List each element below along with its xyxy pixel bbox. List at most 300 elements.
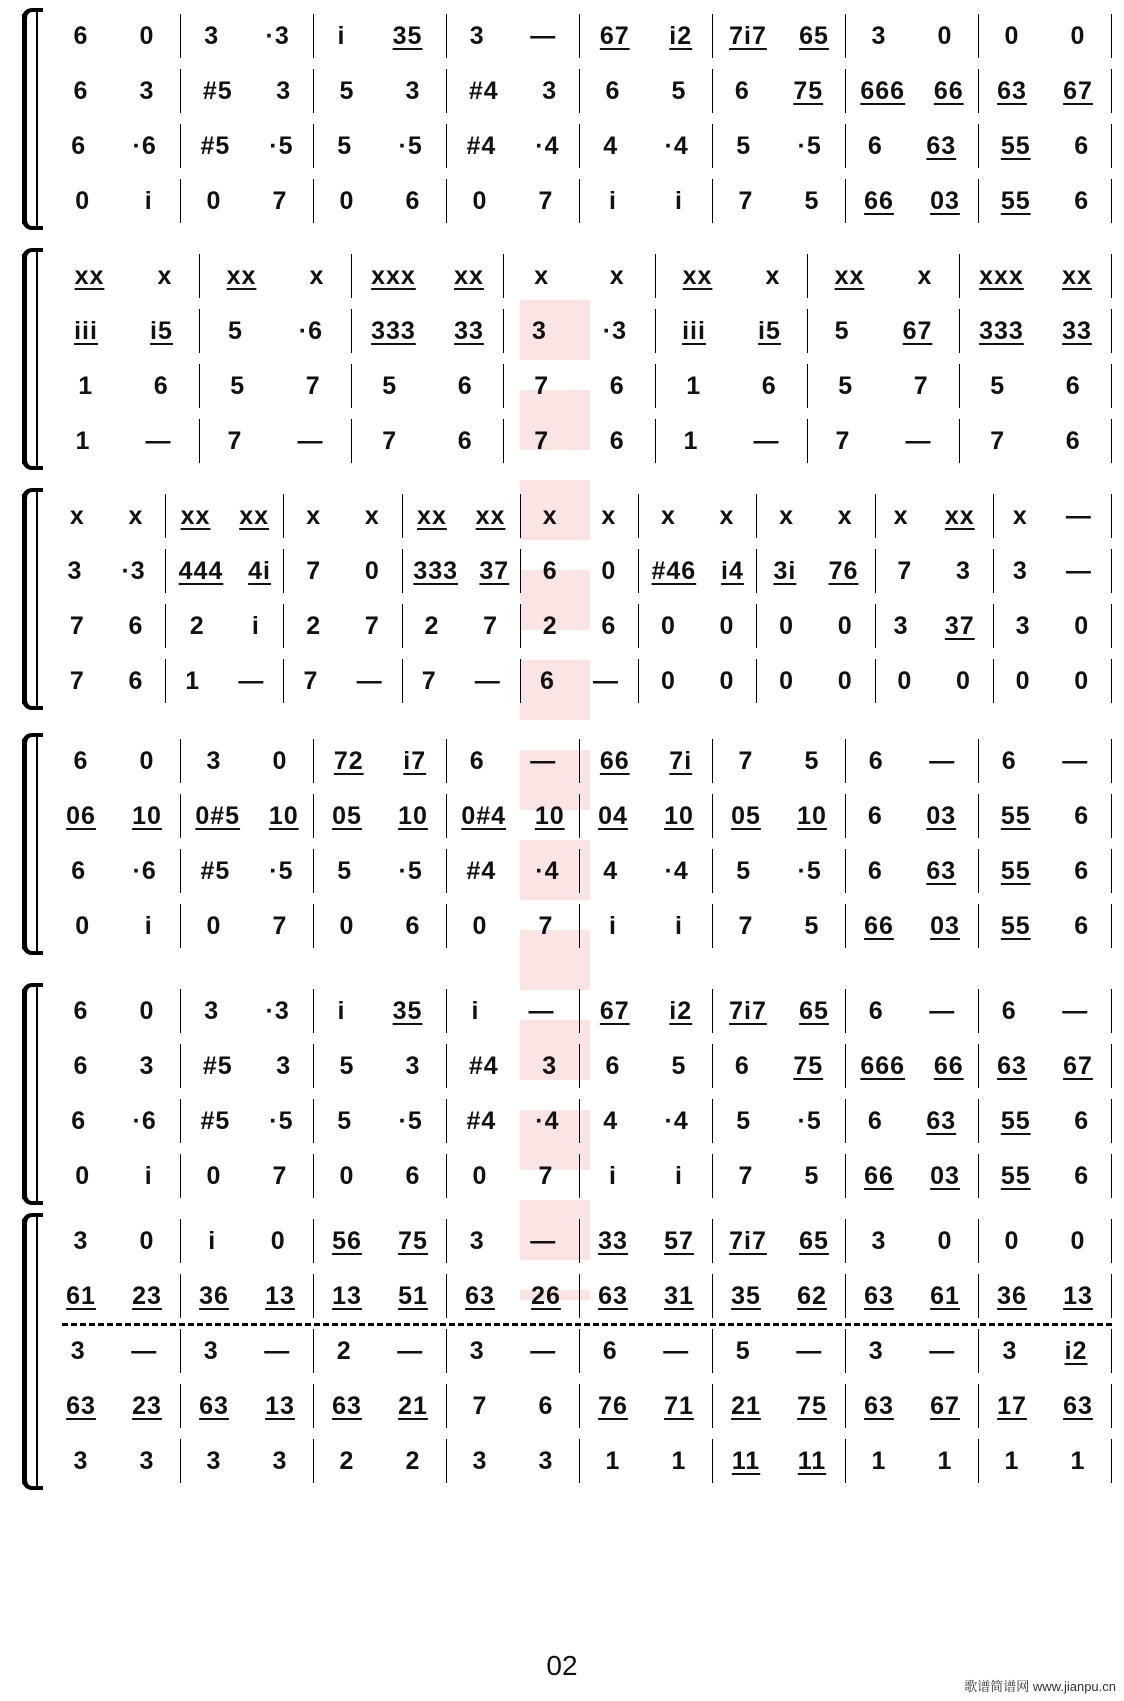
- measure: [876, 494, 994, 538]
- note-group: 7: [534, 371, 550, 400]
- measure: [846, 1274, 979, 1318]
- note-group: 17: [997, 1391, 1027, 1420]
- measure: [504, 419, 656, 463]
- note-group: 65: [799, 1226, 829, 1255]
- note-group: 7: [227, 426, 243, 455]
- note-group: 6: [73, 76, 89, 105]
- measure: [876, 604, 994, 648]
- note-group: 6: [1074, 801, 1090, 830]
- note-group: ·3: [121, 556, 146, 585]
- note-group: xx: [239, 501, 270, 530]
- note-group: 3: [538, 1446, 554, 1475]
- measure: [166, 494, 284, 538]
- measure: [447, 794, 580, 838]
- note-group: i: [675, 1161, 683, 1190]
- staff-row: [48, 1329, 1112, 1373]
- measure: [639, 494, 757, 538]
- note-group: i: [471, 996, 480, 1025]
- measure: [639, 659, 757, 703]
- measure: [181, 124, 314, 168]
- note-group: xx: [475, 501, 506, 530]
- measure: [181, 1329, 314, 1373]
- note-group: 10: [534, 801, 565, 830]
- note-group: 66: [864, 186, 894, 215]
- measure: [521, 604, 639, 648]
- note-group: 57: [664, 1226, 694, 1255]
- note-group: 5: [838, 371, 854, 400]
- note-group: 333: [979, 316, 1024, 345]
- note-group: 7: [483, 611, 499, 640]
- note-group: 666: [860, 1051, 906, 1080]
- note-group: 13: [332, 1281, 362, 1310]
- note-group: 0: [779, 666, 795, 695]
- note-group: 5: [337, 856, 353, 885]
- note-group: 6: [867, 1106, 883, 1135]
- note-group: 67: [599, 21, 630, 50]
- measure: [846, 1044, 979, 1088]
- note-group: 3: [955, 556, 971, 585]
- note-group: 23: [132, 1281, 162, 1310]
- measure: [284, 549, 402, 593]
- note-group: 3: [405, 1051, 421, 1080]
- note-group: 1: [78, 371, 94, 400]
- measure: [403, 659, 521, 703]
- measure: [48, 254, 200, 298]
- measure: [580, 179, 713, 223]
- measure: [166, 659, 284, 703]
- note-group: —: [474, 666, 501, 695]
- note-group: 36: [199, 1281, 229, 1310]
- note-group: 55: [1000, 186, 1031, 215]
- note-group: 65: [799, 996, 829, 1025]
- note-group: #5: [200, 856, 231, 885]
- score-system: [22, 1215, 1112, 1490]
- measure: [979, 739, 1112, 783]
- note-group: ·5: [269, 856, 294, 885]
- note-group: —: [929, 996, 956, 1025]
- note-group: 66: [864, 1161, 894, 1190]
- note-group: 7: [897, 556, 913, 585]
- note-group: 0: [206, 911, 222, 940]
- note-group: 6: [128, 611, 144, 640]
- measure: [48, 1329, 181, 1373]
- measure: [48, 739, 181, 783]
- measure: [181, 739, 314, 783]
- note-group: 67: [1063, 1051, 1093, 1080]
- note-group: 6: [609, 371, 625, 400]
- note-group: i2: [669, 996, 693, 1025]
- note-group: 33: [454, 316, 484, 345]
- note-group: i: [675, 186, 683, 215]
- measure: [846, 794, 979, 838]
- note-group: 6: [153, 371, 169, 400]
- measure: [846, 14, 979, 58]
- note-group: 2: [306, 611, 322, 640]
- note-group: 67: [930, 1391, 960, 1420]
- measure: [181, 1044, 314, 1088]
- measure: [808, 309, 960, 353]
- note-group: x: [601, 501, 617, 530]
- measure: [808, 419, 960, 463]
- staff-row: [48, 549, 1112, 593]
- note-group: 71: [664, 1391, 694, 1420]
- note-group: 6: [71, 131, 87, 160]
- note-group: 7: [421, 666, 437, 695]
- note-group: 35: [392, 21, 423, 50]
- measure: [314, 1439, 447, 1483]
- note-group: —: [530, 21, 557, 50]
- note-group: 5: [339, 76, 355, 105]
- note-group: x: [306, 501, 322, 530]
- note-group: 0: [1015, 666, 1031, 695]
- measure: [314, 124, 447, 168]
- note-group: 33: [1062, 316, 1092, 345]
- note-group: x: [534, 261, 550, 290]
- measure: [713, 1044, 846, 1088]
- measure: [580, 1099, 713, 1143]
- note-group: 1: [1070, 1446, 1086, 1475]
- measure: [48, 1384, 181, 1428]
- measure: [314, 1219, 447, 1263]
- measure: [846, 904, 979, 948]
- note-group: iii: [682, 316, 706, 345]
- note-group: 3: [531, 316, 547, 345]
- measure: [846, 1439, 979, 1483]
- note-group: 1: [683, 426, 699, 455]
- note-group: 6: [1065, 371, 1081, 400]
- note-group: 0: [837, 666, 853, 695]
- note-group: 23: [132, 1391, 162, 1420]
- note-group: 6: [602, 1336, 618, 1365]
- note-group: i: [337, 996, 346, 1025]
- note-group: 7: [538, 911, 554, 940]
- note-group: #4: [468, 1051, 499, 1080]
- note-group: 63: [926, 1106, 957, 1135]
- note-group: 66: [864, 911, 894, 940]
- measure: [979, 794, 1112, 838]
- staff-row: [48, 1099, 1112, 1143]
- note-group: 1: [671, 1446, 687, 1475]
- note-group: 6: [868, 746, 884, 775]
- note-group: 63: [864, 1281, 894, 1310]
- note-group: 7: [990, 426, 1006, 455]
- measure: [713, 124, 846, 168]
- note-group: ·3: [265, 996, 290, 1025]
- measure: [181, 1384, 314, 1428]
- note-group: ·3: [602, 316, 628, 345]
- measure: [713, 739, 846, 783]
- measure: [200, 254, 352, 298]
- measure: [314, 849, 447, 893]
- measure: [846, 1219, 979, 1263]
- measure: [48, 1274, 181, 1318]
- measure: [314, 179, 447, 223]
- dashed-divider: [62, 1323, 1112, 1326]
- note-group: 62: [797, 1281, 827, 1310]
- note-group: 3: [871, 1226, 887, 1255]
- measure: [181, 1099, 314, 1143]
- note-group: 3: [542, 76, 558, 105]
- measure: [580, 794, 713, 838]
- note-group: 03: [930, 1161, 960, 1190]
- note-group: #5: [200, 1106, 231, 1135]
- measure: [656, 364, 808, 408]
- note-group: 0: [206, 186, 222, 215]
- note-group: 5: [382, 371, 398, 400]
- measure: [979, 1154, 1112, 1198]
- note-group: 3: [203, 1336, 219, 1365]
- note-group: 0: [779, 611, 795, 640]
- measure: [48, 1219, 181, 1263]
- note-group: 63: [332, 1391, 362, 1420]
- note-group: 7: [303, 666, 319, 695]
- measure: [846, 1099, 979, 1143]
- note-group: 6: [457, 426, 473, 455]
- measure: [48, 904, 181, 948]
- note-group: 0: [472, 911, 488, 940]
- note-group: 75: [797, 1391, 827, 1420]
- note-group: i7: [403, 746, 427, 775]
- measure: [979, 14, 1112, 58]
- note-group: 7: [538, 186, 554, 215]
- note-group: 4: [603, 131, 619, 160]
- note-group: 65: [799, 21, 829, 50]
- note-group: 2: [542, 611, 558, 640]
- measure: [200, 364, 352, 408]
- note-group: 6: [609, 426, 625, 455]
- measure: [48, 179, 181, 223]
- measure: [846, 179, 979, 223]
- measure: [447, 1099, 580, 1143]
- note-group: 55: [1000, 131, 1031, 160]
- note-group: x: [309, 261, 325, 290]
- note-group: 03: [926, 801, 957, 830]
- note-group: —: [929, 1336, 956, 1365]
- note-group: x: [157, 261, 173, 290]
- measure: [846, 1384, 979, 1428]
- note-group: 0: [719, 666, 735, 695]
- measure: [713, 794, 846, 838]
- measure: [352, 254, 504, 298]
- note-group: —: [905, 426, 932, 455]
- note-group: 5: [671, 76, 687, 105]
- note-group: xx: [944, 501, 975, 530]
- measure: [994, 494, 1112, 538]
- note-group: 444: [178, 556, 224, 585]
- note-group: —: [131, 1336, 158, 1365]
- note-group: 6: [867, 856, 883, 885]
- measure: [48, 124, 181, 168]
- note-group: 55: [1000, 911, 1031, 940]
- note-group: —: [530, 746, 557, 775]
- note-group: 0: [601, 556, 617, 585]
- note-group: 6: [405, 186, 421, 215]
- measure: [352, 419, 504, 463]
- measure: [979, 1044, 1112, 1088]
- staff-row: [48, 989, 1112, 1033]
- note-group: 7: [272, 1161, 288, 1190]
- measure: [713, 1099, 846, 1143]
- system-barline: [36, 250, 38, 470]
- note-group: 6: [1074, 186, 1090, 215]
- measure: [447, 989, 580, 1033]
- staff-row: [48, 849, 1112, 893]
- measure: [580, 849, 713, 893]
- staff-row: [48, 309, 1112, 353]
- measure: [757, 659, 875, 703]
- note-group: 3: [206, 1446, 222, 1475]
- measure: [48, 849, 181, 893]
- note-group: xx: [180, 501, 211, 530]
- note-group: —: [238, 666, 265, 695]
- note-group: 3: [405, 76, 421, 105]
- measure: [713, 849, 846, 893]
- note-group: 7: [69, 666, 85, 695]
- note-group: xx: [682, 261, 713, 290]
- note-group: i: [609, 1161, 617, 1190]
- measure: [181, 794, 314, 838]
- note-group: 5: [339, 1051, 355, 1080]
- measure: [979, 904, 1112, 948]
- note-group: 6: [1001, 746, 1017, 775]
- note-group: 4: [603, 856, 619, 885]
- note-group: 66: [933, 1051, 964, 1080]
- note-group: 3: [139, 1446, 155, 1475]
- note-group: 36: [997, 1281, 1027, 1310]
- measure: [580, 739, 713, 783]
- measure: [580, 1274, 713, 1318]
- note-group: 21: [398, 1391, 428, 1420]
- note-group: —: [145, 426, 172, 455]
- note-group: 67: [1063, 76, 1093, 105]
- note-group: 63: [598, 1281, 628, 1310]
- measure: [808, 364, 960, 408]
- note-group: #4: [466, 856, 497, 885]
- measure: [48, 364, 200, 408]
- measure: [960, 254, 1112, 298]
- measure: [447, 69, 580, 113]
- note-group: —: [397, 1336, 424, 1365]
- note-group: 0: [270, 1226, 286, 1255]
- note-group: 7: [472, 1391, 488, 1420]
- measure: [181, 1219, 314, 1263]
- staff-row: [48, 1274, 1112, 1318]
- note-group: 7: [738, 746, 754, 775]
- system-bracket: [22, 494, 37, 704]
- note-group: 5: [804, 746, 820, 775]
- note-group: 0: [75, 186, 91, 215]
- note-group: —: [1065, 556, 1092, 585]
- measure: [48, 309, 200, 353]
- note-group: i: [208, 1226, 217, 1255]
- note-group: xx: [454, 261, 484, 290]
- note-group: 3: [893, 611, 909, 640]
- note-group: 13: [265, 1281, 295, 1310]
- measure: [979, 1329, 1112, 1373]
- note-group: 5: [736, 1106, 752, 1135]
- note-group: 3: [276, 1051, 292, 1080]
- measure: [994, 604, 1112, 648]
- note-group: 7: [305, 371, 321, 400]
- note-group: 7: [364, 611, 380, 640]
- note-group: 6: [868, 996, 884, 1025]
- measure: [181, 849, 314, 893]
- note-group: 0: [206, 1161, 222, 1190]
- note-group: —: [796, 1336, 823, 1365]
- note-group: 76: [598, 1391, 628, 1420]
- measure: [713, 14, 846, 58]
- measure: [403, 494, 521, 538]
- note-group: 6: [469, 746, 485, 775]
- note-group: ·6: [132, 856, 157, 885]
- note-group: ·6: [298, 316, 324, 345]
- note-group: 6: [73, 21, 89, 50]
- measure: [447, 1439, 580, 1483]
- note-group: 1: [1004, 1446, 1020, 1475]
- note-group: xx: [226, 261, 257, 290]
- note-group: 3i: [773, 556, 797, 585]
- measure: [979, 989, 1112, 1033]
- note-group: 666: [860, 76, 906, 105]
- measure: [314, 1044, 447, 1088]
- note-group: ·6: [132, 1106, 157, 1135]
- note-group: 6: [1074, 911, 1090, 940]
- note-group: 7: [534, 426, 550, 455]
- system-barline: [36, 985, 38, 1205]
- measure: [656, 309, 808, 353]
- note-group: x: [69, 501, 85, 530]
- measure: [979, 69, 1112, 113]
- note-group: #46: [651, 556, 697, 585]
- measure: [48, 1099, 181, 1143]
- note-group: ·4: [535, 131, 560, 160]
- measure: [447, 1329, 580, 1373]
- note-group: x: [917, 261, 933, 290]
- note-group: 6: [71, 1106, 87, 1135]
- note-group: 67: [902, 316, 933, 345]
- note-group: 3: [204, 21, 220, 50]
- measure: [181, 179, 314, 223]
- note-group: 3: [472, 1446, 488, 1475]
- note-group: 63: [1063, 1391, 1093, 1420]
- note-group: ·5: [797, 1106, 822, 1135]
- note-group: #5: [200, 131, 231, 160]
- note-group: 55: [1000, 801, 1031, 830]
- measure: [48, 419, 200, 463]
- measure: [447, 904, 580, 948]
- note-group: 61: [66, 1281, 96, 1310]
- note-group: 11: [797, 1446, 827, 1475]
- note-group: 55: [1000, 1106, 1031, 1135]
- note-group: 2: [336, 1336, 352, 1365]
- note-group: 56: [332, 1226, 362, 1255]
- measure: [314, 1329, 447, 1373]
- note-group: ·3: [265, 21, 290, 50]
- note-group: 3: [1015, 611, 1031, 640]
- measure: [808, 254, 960, 298]
- note-group: #5: [202, 76, 233, 105]
- note-group: x: [542, 501, 558, 530]
- note-group: 2: [405, 1446, 421, 1475]
- staff-row: [48, 69, 1112, 113]
- system-bracket: [22, 739, 37, 949]
- note-group: 10: [398, 801, 428, 830]
- measure: [713, 1154, 846, 1198]
- measure: [314, 904, 447, 948]
- measure: [757, 549, 875, 593]
- note-group: 5: [736, 131, 752, 160]
- measure: [48, 659, 166, 703]
